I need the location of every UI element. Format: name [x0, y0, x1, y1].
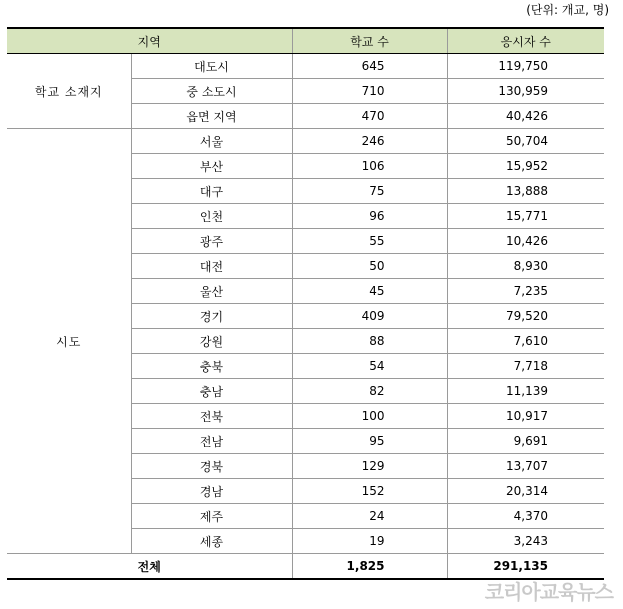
region-name: 경북	[131, 454, 292, 479]
examinee-count-cell	[447, 279, 604, 304]
school-count: 82	[369, 384, 385, 398]
school-count-cell	[292, 329, 447, 354]
region-name: 경남	[131, 479, 292, 504]
examinee-count-cell	[447, 454, 604, 479]
school-count-cell	[292, 304, 447, 329]
school-count: 45	[369, 284, 385, 298]
examinee-count: 7,610	[513, 334, 548, 348]
region-name: 세종	[131, 529, 292, 554]
examinee-count-cell	[447, 79, 604, 104]
region-name: 울산	[131, 279, 292, 304]
examinee-count-cell	[447, 304, 604, 329]
region-name: 충북	[131, 354, 292, 379]
examinee-count-cell	[447, 354, 604, 379]
examinee-count: 11,139	[506, 384, 548, 398]
examinee-count-cell	[447, 254, 604, 279]
school-count: 645	[361, 59, 385, 73]
school-count-cell	[292, 129, 447, 154]
school-count-cell	[292, 454, 447, 479]
examinee-count: 7,718	[513, 359, 548, 373]
school-count: 55	[369, 234, 385, 248]
school-count: 19	[369, 534, 385, 548]
total-examinees: 291,135	[493, 559, 548, 573]
schools-examinees-table	[7, 27, 604, 580]
school-count-cell	[292, 479, 447, 504]
table-row	[7, 54, 604, 79]
examinee-count-cell	[447, 329, 604, 354]
school-count-cell	[292, 379, 447, 404]
examinee-count-cell	[447, 479, 604, 504]
school-count: 24	[369, 509, 385, 523]
examinee-count: 9,691	[513, 434, 548, 448]
school-count-cell	[292, 179, 447, 204]
region-name: 중 소도시	[131, 79, 292, 104]
watermark-logo: 코리아교육뉴스	[484, 580, 613, 604]
examinee-count: 10,917	[506, 409, 548, 423]
examinee-count-cell	[447, 104, 604, 129]
examinee-count: 20,314	[506, 484, 548, 498]
examinee-count-cell	[447, 129, 604, 154]
examinee-count-cell	[447, 504, 604, 529]
examinee-count-cell	[447, 154, 604, 179]
table-row	[7, 129, 604, 154]
total-schools-cell	[292, 554, 447, 580]
school-count-cell	[292, 279, 447, 304]
examinee-count-cell	[447, 204, 604, 229]
examinee-count-cell	[447, 229, 604, 254]
region-name: 경기	[131, 304, 292, 329]
school-count-cell	[292, 429, 447, 454]
school-count: 470	[361, 109, 385, 123]
total-schools: 1,825	[346, 559, 385, 573]
school-count: 96	[369, 209, 385, 223]
header-examinees: 응시자 수	[447, 28, 604, 54]
region-name: 서울	[131, 129, 292, 154]
examinee-count-cell	[447, 379, 604, 404]
school-count-cell	[292, 204, 447, 229]
group2-label: 시도	[7, 129, 131, 554]
examinee-count-cell	[447, 179, 604, 204]
region-name: 대도시	[131, 54, 292, 79]
examinee-count: 7,235	[513, 284, 548, 298]
region-name: 읍면 지역	[131, 104, 292, 129]
examinee-count: 13,707	[506, 459, 548, 473]
school-count-cell	[292, 154, 447, 179]
school-count: 106	[361, 159, 385, 173]
school-count: 710	[361, 84, 385, 98]
school-count: 75	[369, 184, 385, 198]
examinee-count-cell	[447, 404, 604, 429]
school-count-cell	[292, 54, 447, 79]
examinee-count: 3,243	[513, 534, 548, 548]
examinee-count: 130,959	[498, 84, 548, 98]
school-count: 100	[361, 409, 385, 423]
examinee-count: 8,930	[513, 259, 548, 273]
region-name: 대전	[131, 254, 292, 279]
examinee-count: 119,750	[498, 59, 548, 73]
school-count: 50	[369, 259, 385, 273]
region-name: 전남	[131, 429, 292, 454]
school-count: 129	[361, 459, 385, 473]
group1-label: 학교 소재지	[7, 54, 131, 129]
region-name: 광주	[131, 229, 292, 254]
region-name: 충남	[131, 379, 292, 404]
examinee-count: 79,520	[506, 309, 548, 323]
school-count-cell	[292, 229, 447, 254]
region-name: 부산	[131, 154, 292, 179]
examinee-count-cell	[447, 429, 604, 454]
examinee-count: 10,426	[506, 234, 548, 248]
school-count-cell	[292, 104, 447, 129]
school-count: 409	[361, 309, 385, 323]
school-count-cell	[292, 354, 447, 379]
examinee-count: 40,426	[506, 109, 548, 123]
examinee-count: 15,952	[506, 159, 548, 173]
region-name: 대구	[131, 179, 292, 204]
school-count: 88	[369, 334, 385, 348]
examinee-count-cell	[447, 54, 604, 79]
school-count: 246	[361, 134, 385, 148]
region-name: 제주	[131, 504, 292, 529]
school-count: 54	[369, 359, 385, 373]
header-region: 지역	[7, 28, 292, 54]
examinee-count: 15,771	[506, 209, 548, 223]
table-header-row	[7, 28, 604, 54]
examinee-count: 13,888	[506, 184, 548, 198]
school-count-cell	[292, 79, 447, 104]
region-name: 강원	[131, 329, 292, 354]
region-name: 인천	[131, 204, 292, 229]
school-count: 152	[361, 484, 385, 498]
header-schools: 학교 수	[292, 28, 447, 54]
examinee-count: 50,704	[506, 134, 548, 148]
school-count-cell	[292, 254, 447, 279]
examinee-count-cell	[447, 529, 604, 554]
region-name: 전북	[131, 404, 292, 429]
school-count-cell	[292, 504, 447, 529]
school-count: 95	[369, 434, 385, 448]
school-count-cell	[292, 404, 447, 429]
unit-note: (단위: 개교, 명)	[526, 3, 609, 17]
school-count-cell	[292, 529, 447, 554]
examinee-count: 4,370	[513, 509, 548, 523]
total-label: 전체	[7, 554, 292, 580]
table-body	[7, 54, 604, 580]
